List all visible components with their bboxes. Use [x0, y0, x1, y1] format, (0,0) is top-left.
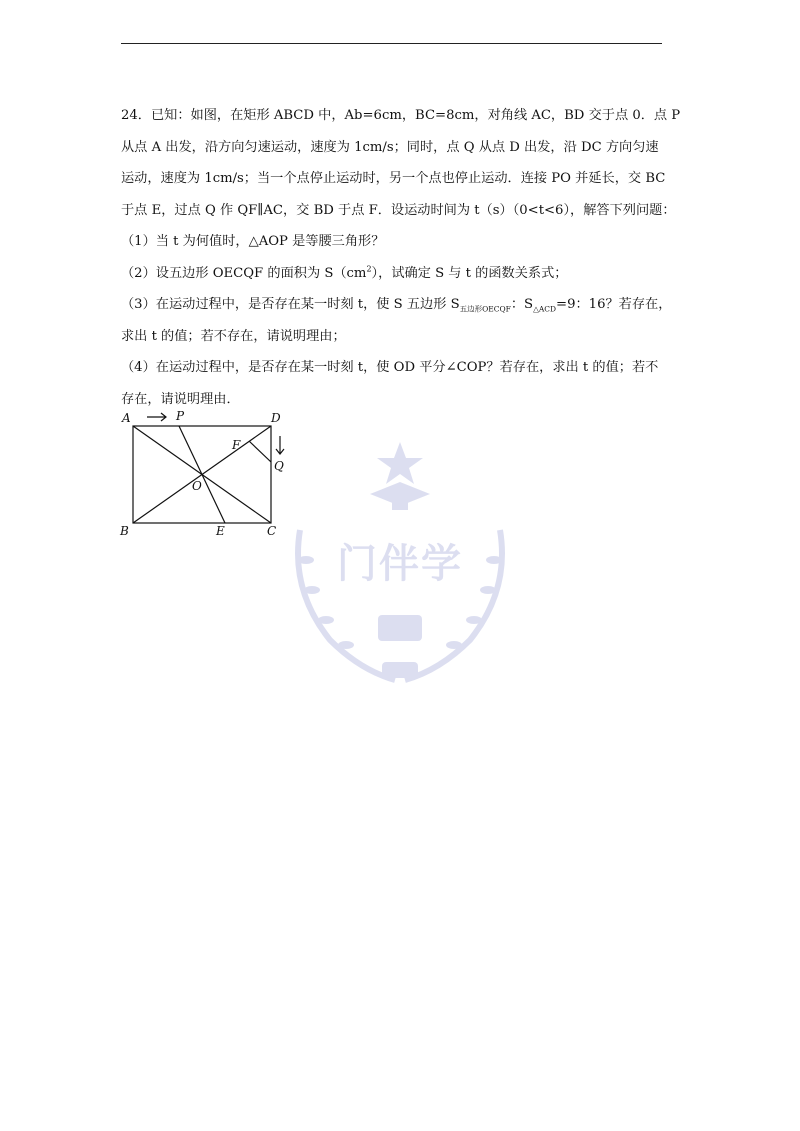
label-a: A: [122, 411, 131, 425]
label-p: P: [176, 409, 185, 423]
star-icon: [377, 442, 423, 484]
question-3-cont: 求出 t 的值；若不存在，请说明理由；: [121, 328, 346, 344]
label-o: O: [192, 479, 202, 493]
question-1: （1）当 t 为何值时，△AOP 是等腰三角形？: [121, 234, 385, 249]
watermark-text: 门伴学: [337, 541, 463, 587]
book-icon: [378, 615, 422, 641]
question-2: [121, 258, 686, 290]
question-3-text: （3）在运动过程中，是否存在某一时刻 t，使 S 五边形 S: [121, 297, 460, 312]
label-q: Q: [274, 459, 284, 473]
question-3: [121, 289, 686, 321]
question-4-cont: 存在，请说明理由．: [121, 391, 240, 407]
line-qf: [249, 441, 271, 462]
label-b: B: [120, 524, 129, 538]
label-e: E: [216, 524, 225, 538]
question-3-text: =9：16？若存在，: [556, 297, 672, 312]
problem-line: 24．已知：如图，在矩形 ABCD 中，Ab=6cm，BC=8cm，对角线 AC，BD 交于点 0．点 P: [121, 108, 681, 123]
rectangle-diagram: [114, 404, 294, 544]
subscript: 五边形OECQF: [459, 304, 511, 314]
leaf-icon: [466, 616, 482, 624]
problem-line: 从点 A 出发，沿方向匀速运动，速度为 1cm/s；同时，点 Q 从点 D 出发，沿 DC 方向匀速: [121, 139, 659, 155]
leaf-icon: [338, 641, 354, 649]
line-pe: [179, 426, 225, 523]
header-rule: [121, 43, 662, 44]
label-d: D: [271, 411, 281, 425]
question-2-text: （2）设五边形 OECQF 的面积为 S（cm: [121, 265, 367, 281]
leaf-icon: [446, 641, 462, 649]
ribbon-icon: [382, 662, 418, 678]
cap-base: [392, 502, 408, 510]
problem-text: [121, 100, 686, 415]
subscript: △ACD: [533, 304, 557, 314]
watermark-logo: [270, 440, 530, 700]
question-3-text: ：S: [510, 297, 534, 312]
leaf-icon: [318, 616, 334, 624]
label-c: C: [267, 524, 277, 538]
geometry-figure: [114, 404, 294, 544]
problem-line: 运动，速度为 1cm/s；当一个点停止运动时，另一个点也停止运动．连接 PO 并延长，交 BC: [121, 171, 666, 186]
question-4: （4）在运动过程中，是否存在某一时刻 t，使 OD 平分∠COP？若存在，求出 t 的值；若不: [121, 360, 659, 375]
problem-line: 于点 E，过点 Q 作 QF∥AC，交 BD 于点 F．设运动时间为 t（s）（0<t<6），解答下列问题：: [121, 202, 676, 218]
question-2-text: ），试确定 S 与 t 的函数关系式；: [371, 265, 568, 281]
label-f: F: [232, 438, 241, 452]
superscript: 2: [366, 264, 372, 274]
